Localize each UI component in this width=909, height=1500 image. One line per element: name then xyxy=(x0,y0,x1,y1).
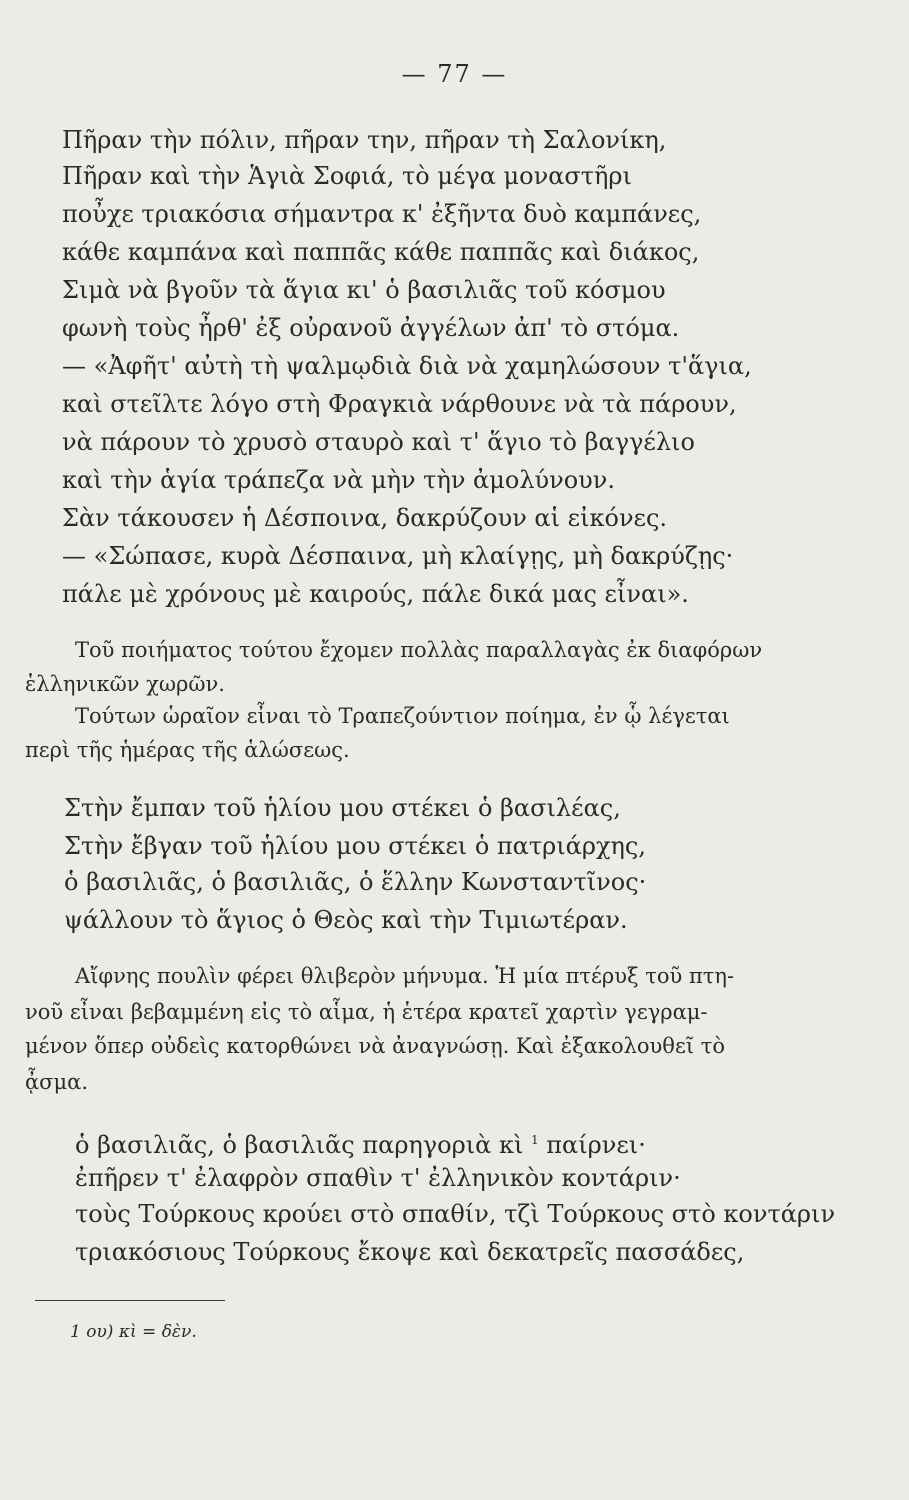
verse-line: Πῆραν καὶ τὴν Ἁγιὰ Σοφιά, τὸ μέγα μοναστῆρι xyxy=(62,162,632,190)
prose-line: ᾆσμα. xyxy=(25,1070,89,1094)
verse-line: κάθε καμπάνα καὶ παππᾶς κάθε παππᾶς καὶ διάκος, xyxy=(62,238,700,266)
verse-line: Πῆραν τὴν πόλιν, πῆραν την, πῆραν τὴ Σαλονίκη, xyxy=(62,126,667,154)
verse-line: Στὴν ἔβγαν τοῦ ἡλίου μου στέκει ὁ πατριάρχης, xyxy=(64,832,646,860)
prose-line: περὶ τῆς ἡμέρας τῆς ἁλώσεως. xyxy=(25,738,350,762)
footnote-marker: 1 xyxy=(531,1133,539,1147)
verse-line: Σὰν τάκουσεν ἡ Δέσποινα, δακρύζουν αἱ εἰκόνες. xyxy=(62,504,668,532)
verse-line: Στὴν ἔμπαν τοῦ ἡλίου μου στέκει ὁ βασιλέας, xyxy=(64,794,621,822)
verse-line: ἐπῆρεν τ' ἐλαφρὸν σπαθὶν τ' ἐλληνικὸν κοντάριν· xyxy=(75,1164,681,1192)
verse-line: τοὺς Τούρκους κρούει στὸ σπαθίν, τζὶ Τούρκους στὸ κοντάριν xyxy=(75,1200,836,1228)
verse-line: πάλε μὲ χρόνους μὲ καιρούς, πάλε δικά μας εἶναι». xyxy=(62,580,689,608)
verse-line: — «Σώπασε, κυρὰ Δέσπαινα, μὴ κλαίγῃς, μὴ δακρύζῃς· xyxy=(62,542,734,570)
verse-line-text: ὁ βασιλιᾶς, ὁ βασιλιᾶς παρηγοριὰ κὶ xyxy=(75,1131,524,1159)
verse-line: τριακόσιους Τούρκους ἔκοψε καὶ δεκατρεῖς πασσάδες, xyxy=(75,1238,745,1266)
verse-line-text: παίρνει· xyxy=(546,1131,646,1159)
prose-line: Τούτων ὡραῖον εἶναι τὸ Τραπεζούντιον ποίημα, ἐν ᾧ λέγεται xyxy=(75,704,730,728)
verse-line: ψάλλουν τὸ ἅγιος ὁ Θεὸς καὶ τὴν Τιμιωτέραν. xyxy=(64,906,628,934)
verse-line: ὁ βασιλιᾶς, ὁ βασιλιᾶς, ὁ ἕλλην Κωνσταντῖνος· xyxy=(64,868,647,896)
verse-line: φωνὴ τοὺς ἦρθ' ἐξ οὐρανοῦ ἀγγέλων ἀπ' τὸ στόμα. xyxy=(62,314,680,342)
verse-line: νὰ πάρουν τὸ χρυσὸ σταυρὸ καὶ τ' ἅγιο τὸ βαγγέλιο xyxy=(62,428,695,456)
verse-line: καὶ τὴν ἁγία τράπεζα νὰ μὴν τὴν ἀμολύνουν. xyxy=(62,466,615,494)
verse-line xyxy=(75,1124,646,1161)
verse-line: ποὖχε τριακόσια σήμαντρα κ' ἐξῆντα δυὸ καμπάνες, xyxy=(62,200,702,228)
prose-line: μένον ὅπερ οὐδεὶς κατορθώνει νὰ ἀναγνώσῃ. Καὶ ἐξακολουθεῖ τὸ xyxy=(25,1034,725,1058)
footnote-divider xyxy=(35,1300,225,1301)
prose-line: ἑλληνικῶν χωρῶν. xyxy=(25,672,225,696)
prose-line: Τοῦ ποιήματος τούτου ἔχομεν πολλὰς παραλλαγὰς ἐκ διαφόρων xyxy=(75,638,763,662)
verse-line: καὶ στεῖλτε λόγο στὴ Φραγκιὰ νάρθουνε νὰ τὰ πάρουν, xyxy=(62,390,737,418)
verse-line: Σιμὰ νὰ βγοῦν τὰ ἅγια κι' ὁ βασιλιᾶς τοῦ κόσμου xyxy=(62,276,666,304)
prose-line: Αἴφνης πουλὶν φέρει θλιβερὸν μήνυμα. Ἡ μία πτέρυξ τοῦ πτη- xyxy=(75,964,735,988)
prose-line: νοῦ εἶναι βεβαμμένη εἰς τὸ αἷμα, ἡ ἑτέρα κρατεῖ χαρτὶν γεγραμ- xyxy=(25,1000,708,1024)
verse-line: — «Ἀφῆτ' αὐτὴ τὴ ψαλμῳδιὰ διὰ νὰ χαμηλώσουν τ'ἅγια, xyxy=(62,352,752,380)
page-number: — 77 — xyxy=(401,60,508,88)
footnote: 1 ου) κὶ = δὲν. xyxy=(70,1322,197,1342)
